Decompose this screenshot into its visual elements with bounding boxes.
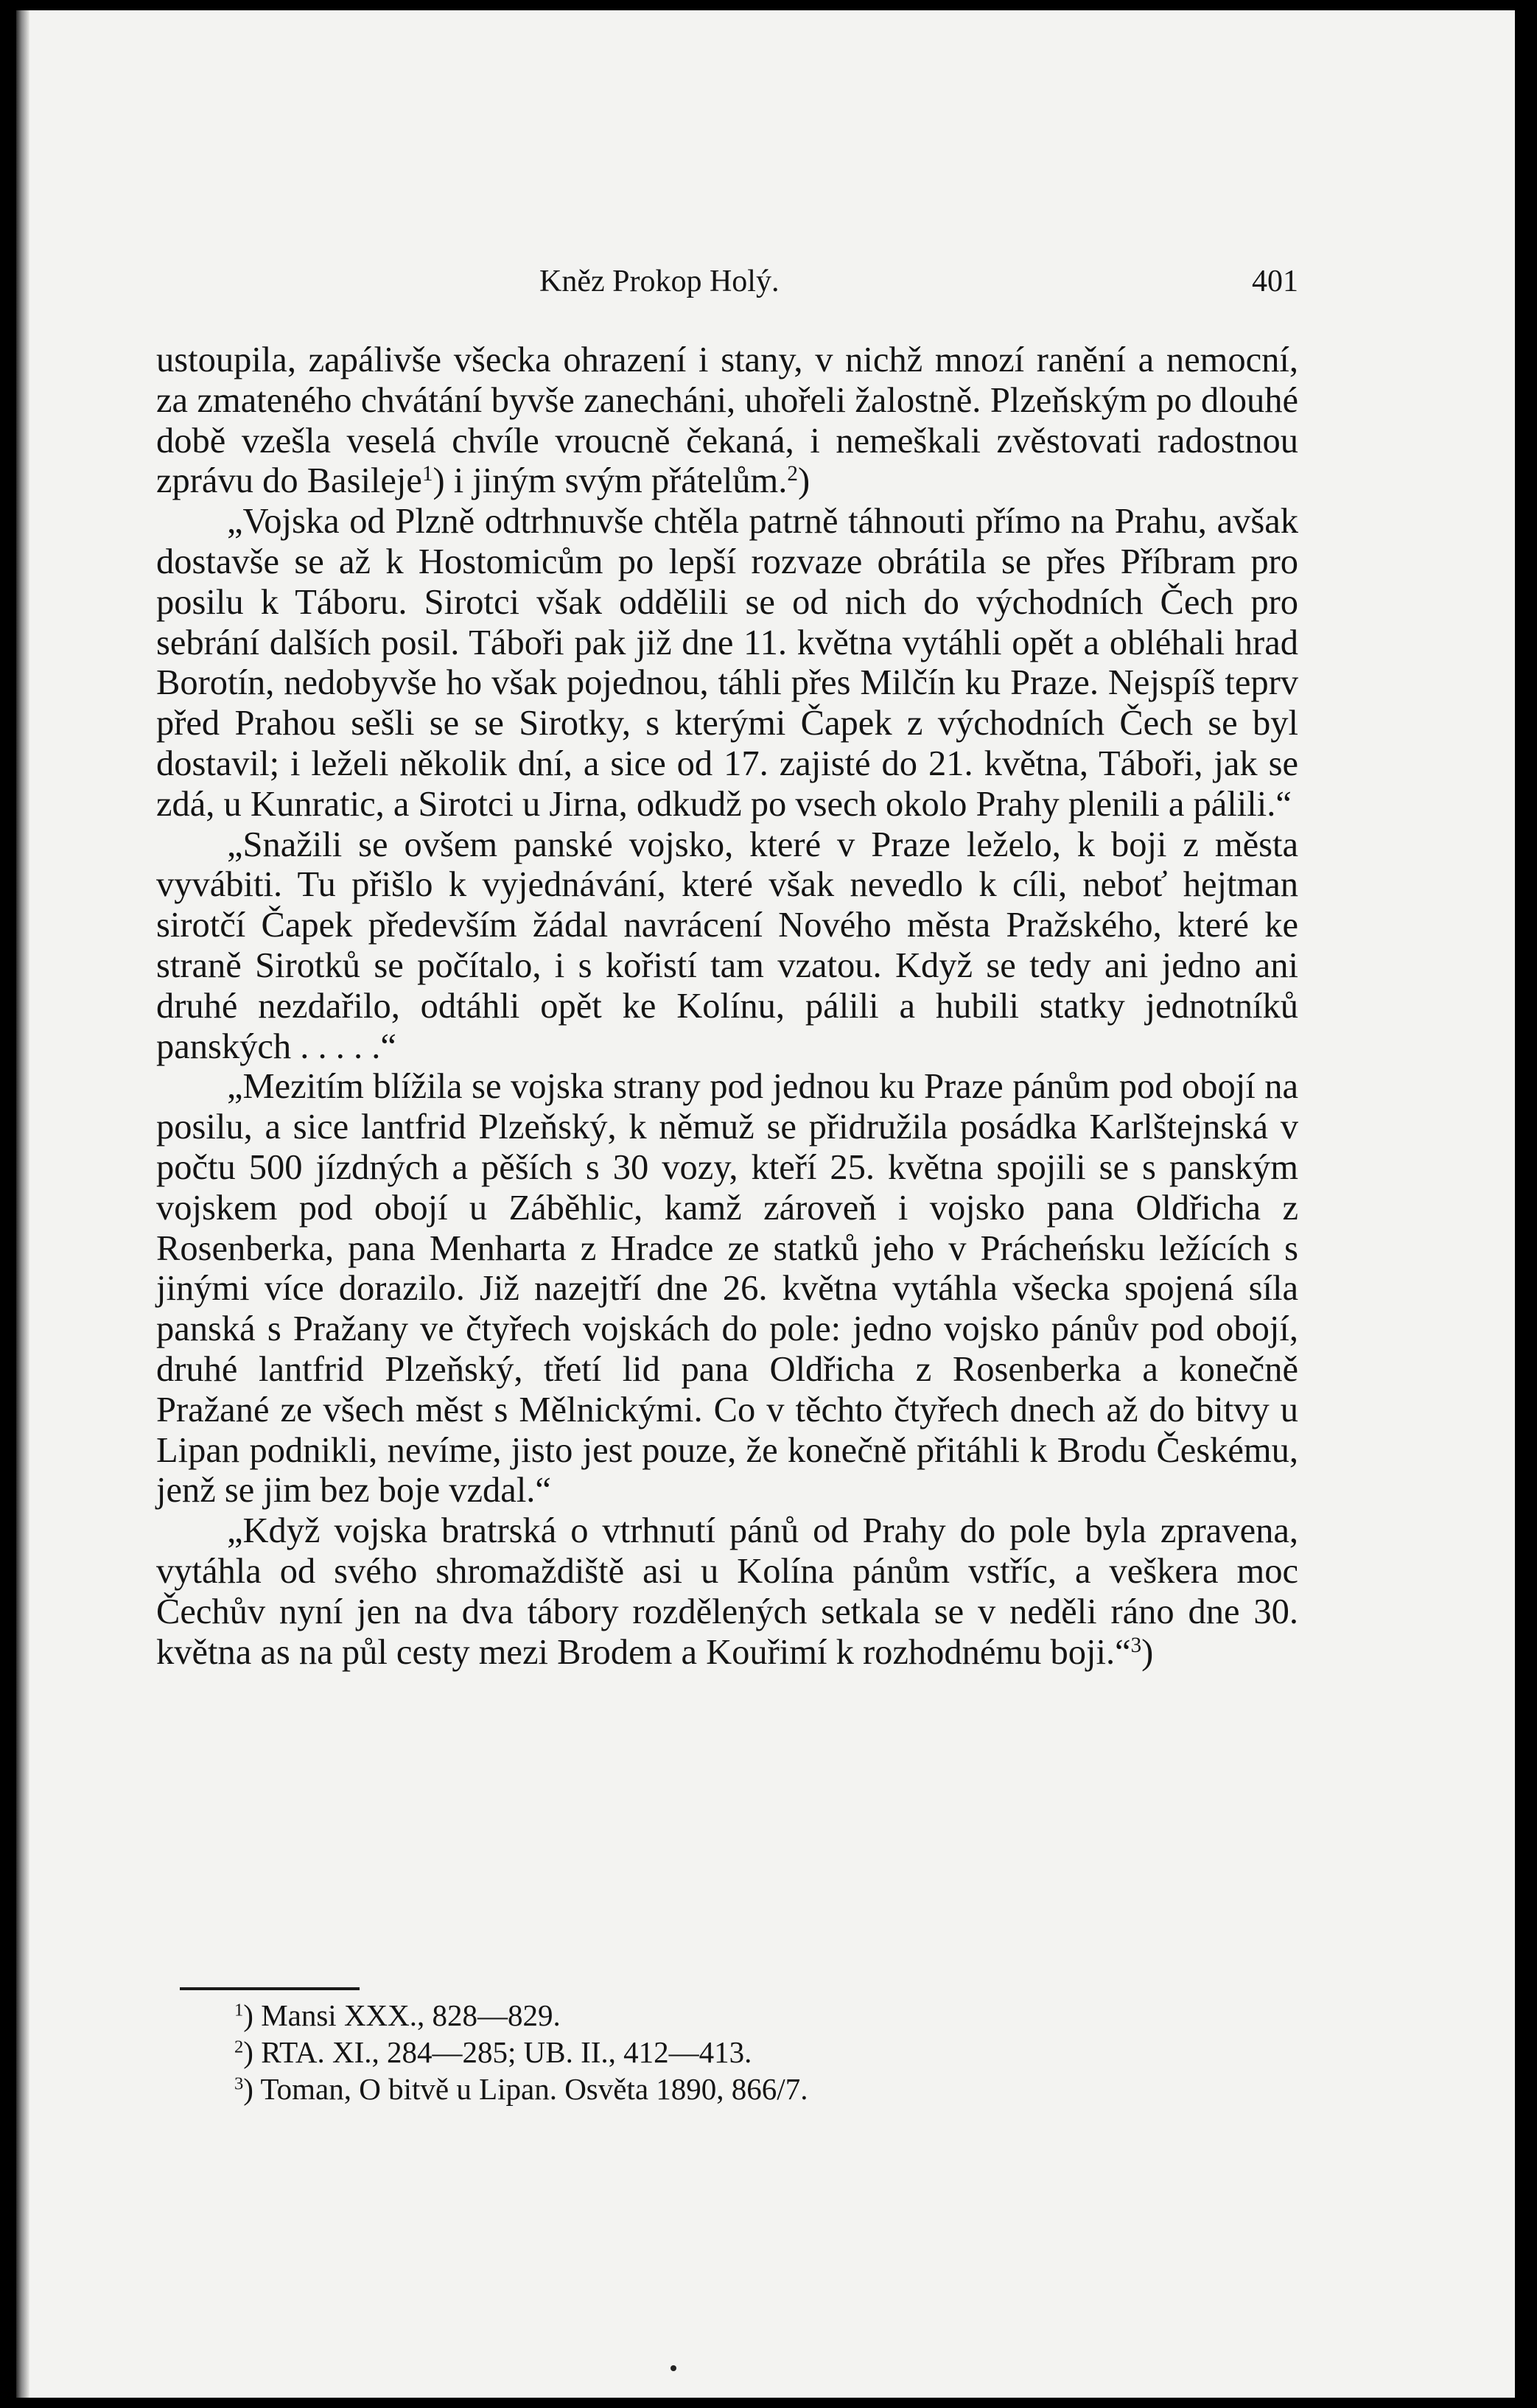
footnotes (234, 1997, 1192, 2107)
running-title: Kněz Prokop Holý. (539, 265, 780, 298)
paragraph-5: „Když vojska bratrská o vtrhnutí pánů od Prahy do pole byla zpravena, vytáhla od svého shromaždiště asi u Kolína pánům vstříc, a veškera moc Čechův nyní jen na dva tábory rozdělených setkala se v neděli ráno dne 30. května as na půl cesty mezi Brodem a Kouřimí k rozhodnému boji.“$^3$) (156, 1511, 1298, 1672)
page-number: 401 (1252, 265, 1298, 298)
page-edge-shadow (16, 10, 29, 2398)
footnote-2: $^2$) RTA. XI., 284—285; UB. II., 412—413. (234, 2035, 752, 2069)
footnote-ref-1: 1 (421, 462, 433, 486)
footnote-3: $^3$) Toman, O bitvě u Lipan. Osvěta 1890, 866/7. (234, 2072, 808, 2106)
paragraph-3: „Snažili se ovšem panské vojsko, které v Praze leželo, k boji z města vyvábiti. Tu přišlo k vyjednávání, které však nevedlo k cíli, neboť hejtman sirotčí Čapek především žádal navrácení Nového města Pražského, které ke straně Sirotků se počítalo, i s kořistí tam vzatou. Když se tedy ani jedno ani druhé nezdařilo, odtáhli opět ke Kolínu, pálili a hubili statky jednotníků panských . . . . .“ (156, 825, 1298, 1066)
ink-speck (671, 2365, 676, 2371)
book-page (16, 10, 1515, 2398)
footnote-separator (180, 1987, 360, 1990)
footnote-ref-2: 2 (787, 462, 798, 486)
paragraph-2: „Vojska od Plzně odtrhnuvše chtěla patrně táhnouti přímo na Prahu, avšak dostavše se až k Hostomicům po lepší rozvaze obrátila se přes Příbram pro posilu k Táboru. Sirotci však oddělili se od nich do východních Čech pro sebrání dalších posil. Táboři pak již dne 11. května vytáhli opět a obléhali hrad Borotín, nedobyvše ho však pojednou, táhli přes Milčín ku Praze. Nejspíš teprv před Prahou sešli se se Sirotky, s kterými Čapek z východních Čech se byl dostavil; i leželi několik dní, a sice od 17. zajisté do 21. května, Táboři, jak se zdá, u Kunratic, a Sirotci u Jirna, odkudž po vsech okolo Prahy plenili a pálili.“ (156, 502, 1298, 824)
footnote-ref-3: 3 (1130, 1633, 1142, 1657)
body-text (156, 340, 1298, 1673)
paragraph-1: ustoupila, zapálivše všecka ohrazení i stany, v nichž mnozí ranění a nemocní, za zmateného chvátání byvše zanecháni, uhořeli žalostně. Plzeňským po dlouhé době vzešla veselá chvíle vroucně čekaná, i nemeškali zvěstovati radostnou zprávu do Basileje$^1$) i jiným svým přátelům.$^2$) (156, 340, 1298, 501)
footnote-1: $^1$) Mansi XXX., 828—829. (234, 1998, 561, 2032)
paragraph-4: „Mezitím blížila se vojska strany pod jednou ku Praze pánům pod obojí na posilu, a sice lantfrid Plzeňský, k němuž se přidružila posádka Karlštejnská v počtu 500 jízdných a pěších s 30 vozy, kteří 25. května spojili se s panským vojskem pod obojí u Záběhlic, kamž zároveň i vojsko pana Oldřicha z Rosenberka, pana Menharta z Hradce ze statků jeho v Prácheńsku ležících s jinými více dorazilo. Již nazejtří dne 26. května vytáhla všecka spojená síla panská s Pražany ve čtyřech vojskách do pole: jedno vojsko pánův pod obojí, druhé lantfrid Plzeňský, třetí lid pana Oldřicha z Rosenberka a konečně Pražané ze všech měst s Mělnickými. Co v těchto čtyřech dnech až do bitvy u Lipan podnikli, nevíme, jisto jest pouze, že konečně přitáhli k Brodu Českému, jenž se jim bez boje vzdal.“ (156, 1067, 1298, 1511)
